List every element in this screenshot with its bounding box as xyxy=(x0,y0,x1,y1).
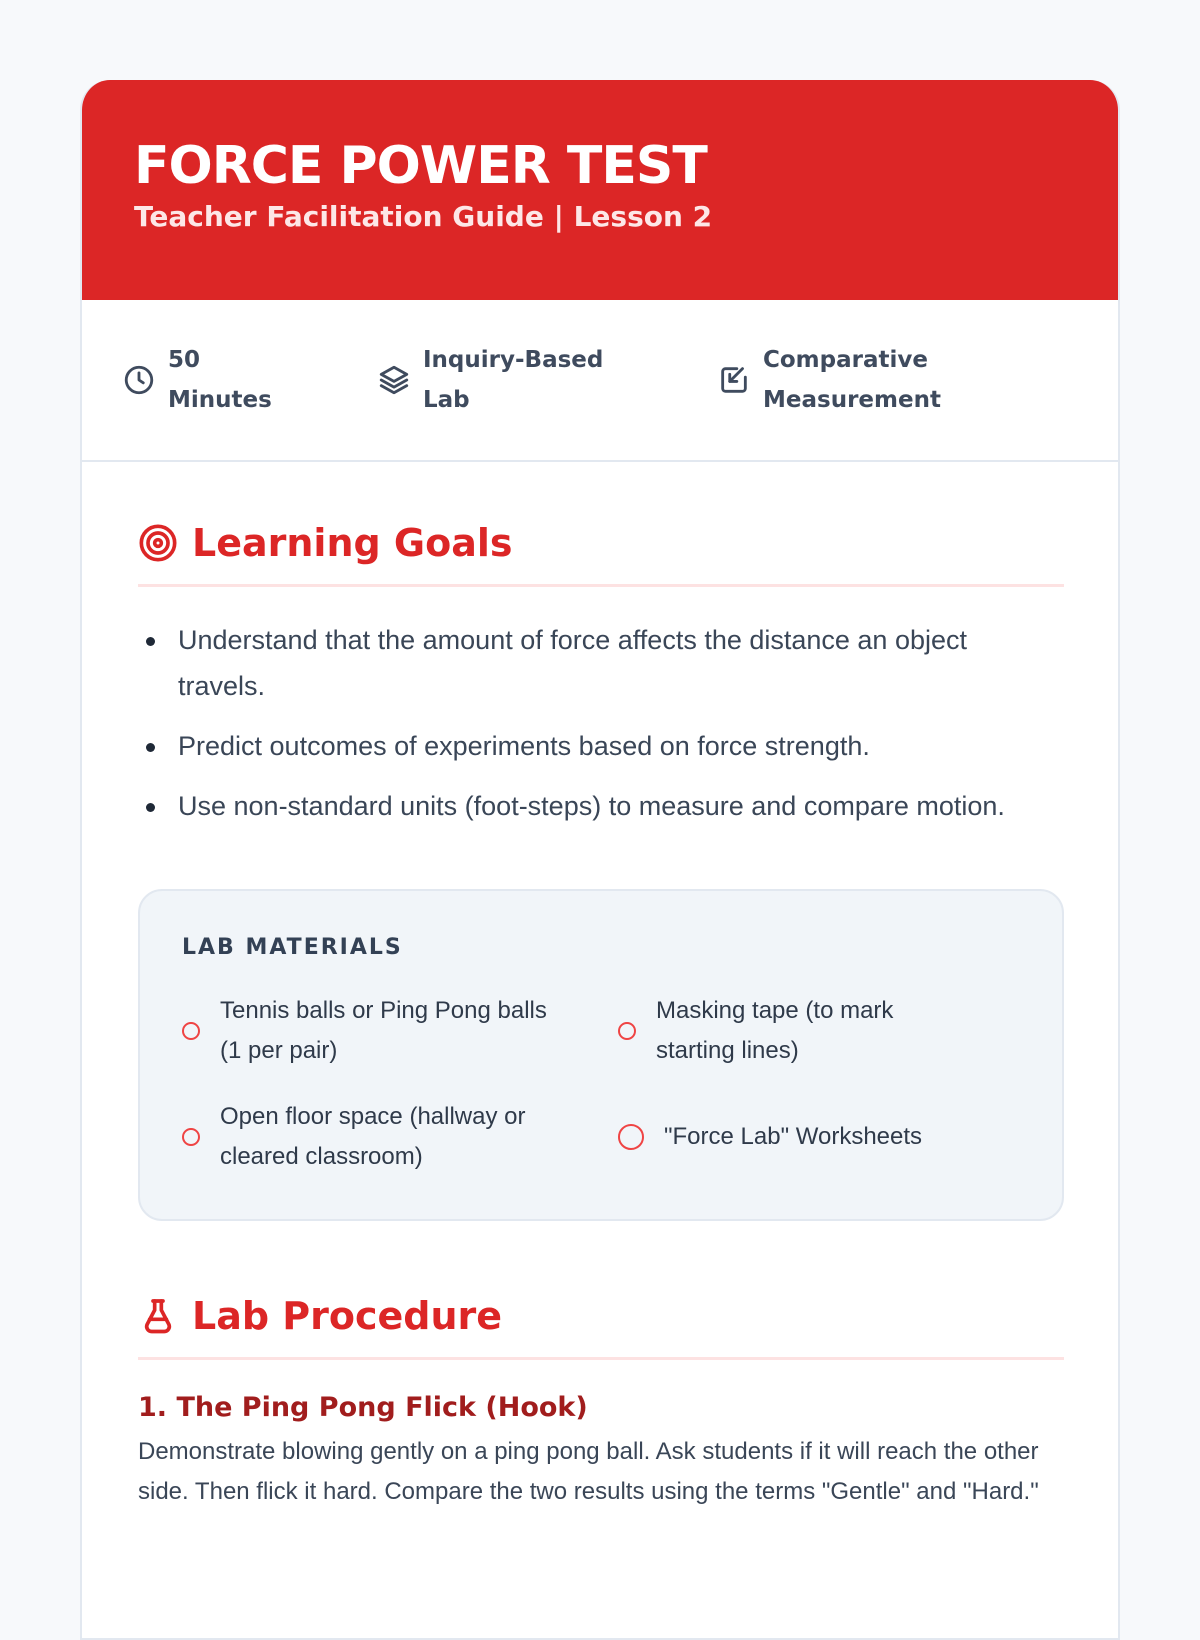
lab-procedure-title: Lab Procedure xyxy=(192,1294,503,1338)
circle-bullet-icon xyxy=(618,1124,644,1150)
lab-materials-panel xyxy=(138,889,1064,1221)
material-text: "Force Lab" Worksheets xyxy=(664,1123,923,1150)
step-body: Demonstrate blowing gently on a ping pong ball. Ask students if it will reach the other side. Then flick it hard. Compare the two results using the terms "Gentle" and "Hard." xyxy=(138,1438,1039,1505)
list-item: Understand that the amount of force affects the distance an object travels. xyxy=(138,617,1018,709)
meta-type-label: Inquiry-Based Lab xyxy=(423,347,604,413)
material-text: Masking tape (to mark starting lines) xyxy=(656,997,894,1064)
content-body xyxy=(82,518,1118,1512)
meta-skill xyxy=(717,340,963,420)
meta-duration-label: 50 Minutes xyxy=(168,347,272,413)
list-item: Use non-standard units (foot-steps) to measure and compare motion. xyxy=(138,783,1018,829)
meta-skill-label: Comparative Measurement xyxy=(763,347,941,413)
lab-procedure-heading xyxy=(138,1291,1064,1360)
lab-materials-title: LAB MATERIALS xyxy=(182,935,403,960)
learning-goals-title: Learning Goals xyxy=(192,521,513,565)
page-title: FORCE POWER TEST xyxy=(134,136,707,196)
circle-bullet-icon xyxy=(618,1022,636,1040)
circle-bullet-icon xyxy=(182,1022,200,1040)
external-link-icon xyxy=(717,363,751,397)
target-icon xyxy=(138,523,178,563)
learning-goals-heading xyxy=(138,518,1064,587)
learning-goals-list xyxy=(138,617,1064,829)
circle-bullet-icon xyxy=(182,1128,200,1146)
clock-icon xyxy=(122,363,156,397)
material-item xyxy=(618,991,956,1071)
material-text: Tennis balls or Ping Pong balls (1 per pair) xyxy=(220,997,547,1064)
material-item xyxy=(182,991,550,1071)
list-item: Predict outcomes of experiments based on force strength. xyxy=(138,723,1018,769)
material-text: Open floor space (hallway or cleared classroom) xyxy=(220,1103,526,1170)
header-banner xyxy=(80,80,1120,300)
guide-card xyxy=(80,80,1120,1640)
meta-type xyxy=(377,340,613,420)
flask-icon xyxy=(138,1296,178,1336)
material-item xyxy=(182,1097,580,1177)
meta-duration xyxy=(122,340,288,420)
step-title: 1. The Ping Pong Flick (Hook) xyxy=(138,1392,588,1423)
material-item xyxy=(618,1117,994,1157)
layers-icon xyxy=(377,363,411,397)
meta-bar xyxy=(82,300,1118,462)
page-subtitle: Teacher Facilitation Guide | Lesson 2 xyxy=(134,200,713,233)
